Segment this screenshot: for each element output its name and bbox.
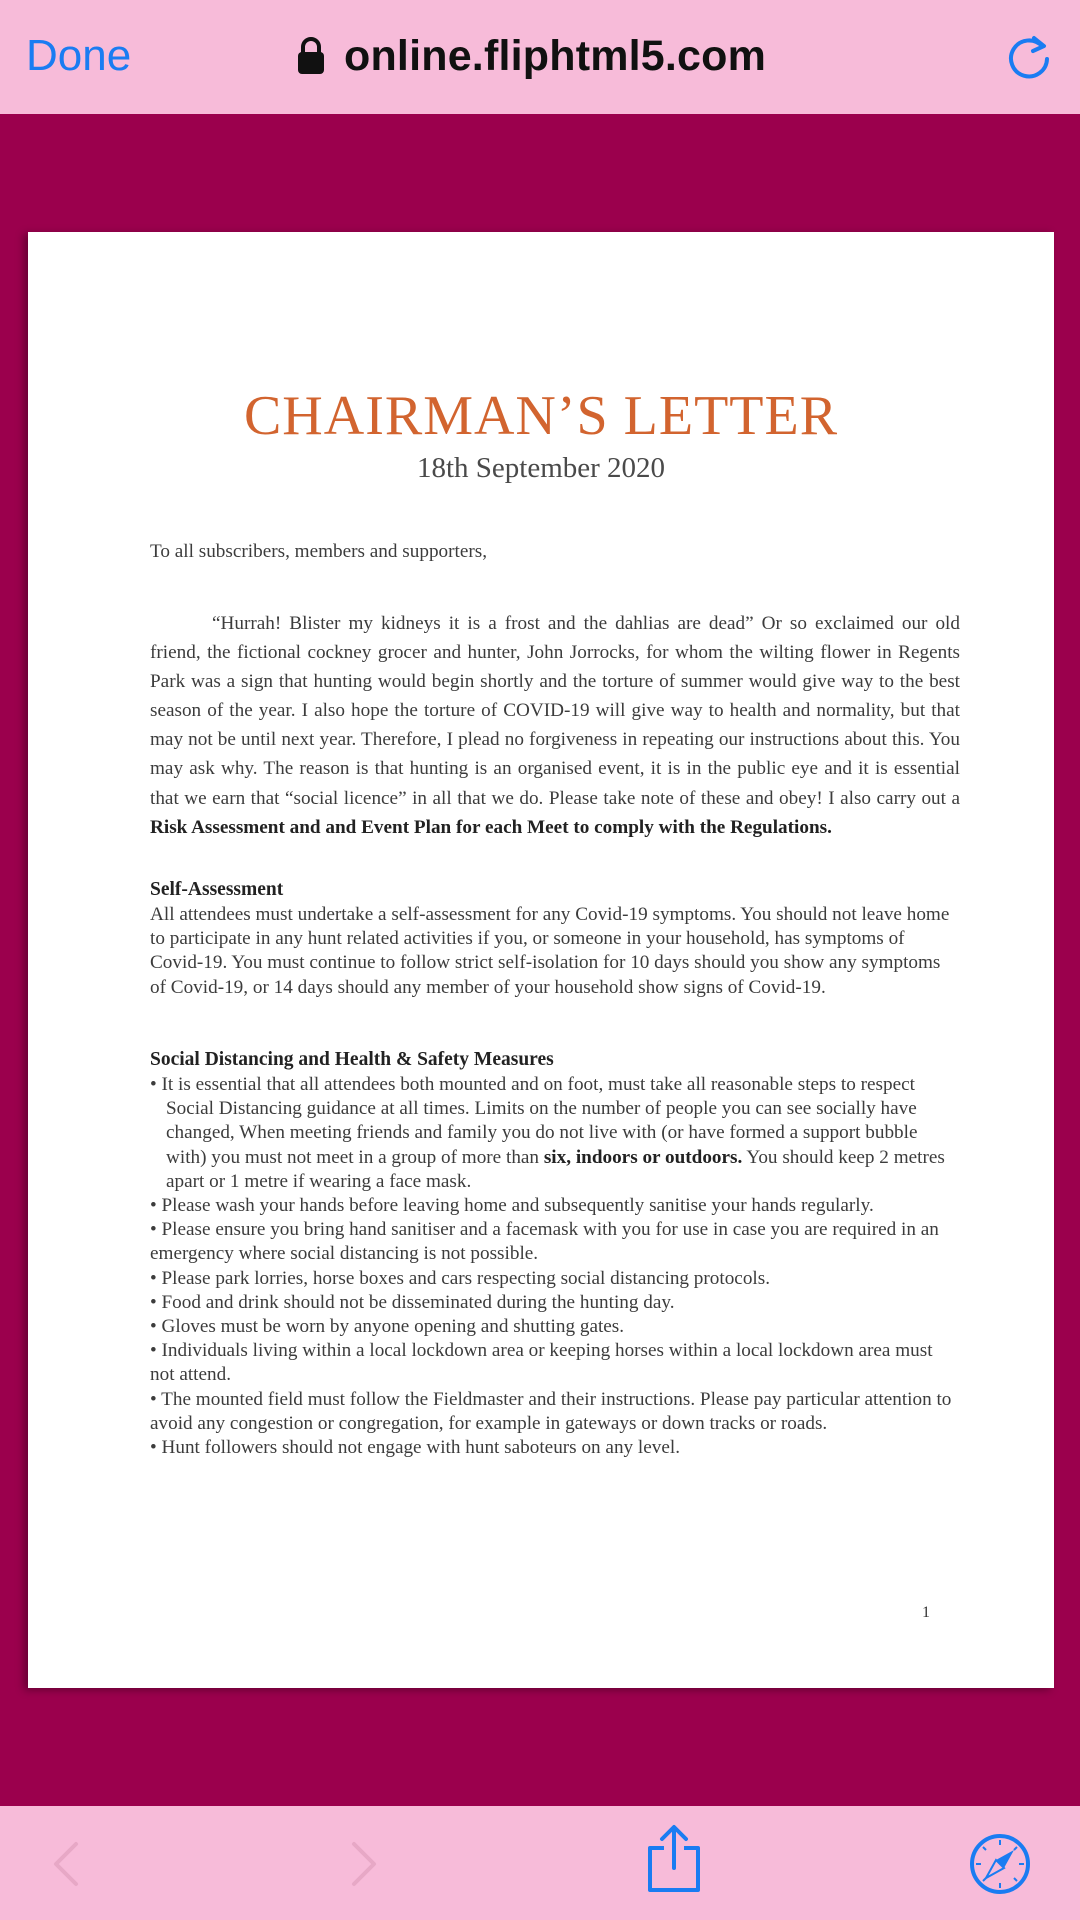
lock-icon	[296, 36, 326, 76]
list-item: • Please ensure you bring hand sanitiser and a facemask with you for use in case you are required in an emergency where social distancing is not possible.	[150, 1219, 939, 1265]
browser-top-bar	[0, 0, 1080, 114]
social-distancing-heading: Social Distancing and Health & Safety Measures	[150, 1049, 554, 1070]
share-icon[interactable]	[644, 1824, 704, 1894]
list-item: • Please wash your hands before leaving home and subsequently sanitise your hands regularly.	[150, 1195, 874, 1217]
self-assessment-heading: Self-Assessment	[150, 879, 284, 900]
page-title: CHAIRMAN’S LETTER	[243, 385, 839, 447]
list-item-bold: six, indoors or outdoors.	[543, 1146, 743, 1168]
back-icon[interactable]	[40, 1836, 96, 1892]
list-item: • The mounted field must follow the Fieldmaster and their instructions. Please pay particular attention to avoid any congestion or congregation, for example in gateways or down tracks or roads.	[150, 1388, 952, 1434]
list-item: • Please park lorries, horse boxes and cars respecting social distancing protocols.	[150, 1267, 771, 1289]
forward-icon[interactable]	[334, 1836, 390, 1892]
list-item: • Food and drink should not be disseminated during the hunting day.	[150, 1291, 675, 1313]
address-bar[interactable]	[296, 28, 766, 84]
intro-text: “Hurrah! Blister my kidneys it is a frost and the dahlias are dead” Or so exclaimed our old friend, the fictional cockney grocer and hunter, John Jorrocks, for whom the wilting flower in Regents Park was a sign that hunting would begin shortly and the torture of summer would give way to the best season of the year. I also hope the torture of COVID-19 will give way to health and normality, but that may not be until next year. Therefore, I plead no forgiveness in repeating our instructions about this. You may ask why. The reason is that hunting is an organised event, it is in the public eye and it is essential that we earn that “social licence” in all that we do. Please take note of these and obey! I also carry out a	[150, 613, 960, 809]
list-item: • Hunt followers should not engage with hunt saboteurs on any level.	[150, 1437, 681, 1459]
compass-icon[interactable]	[968, 1832, 1032, 1896]
url-text: online.fliphtml5.com	[344, 31, 767, 80]
page-number: 1	[922, 1604, 930, 1621]
list-item	[150, 1073, 960, 1194]
salutation: To all subscribers, members and supporters,	[150, 541, 488, 562]
list-item-text: You should keep 2 metres apart or 1 metre if wearing a face mask.	[166, 1146, 945, 1192]
intro-paragraph	[150, 609, 960, 842]
list-item-text: • It is essential that all attendees both mounted and on foot, must take all reasonable steps to respect Social Distancing guidance at all times. Limits on the number of people you can see socially have changed, When meeting friends and family you do not live with (or have formed a support bubble with) you must not meet in a group of more than	[150, 1074, 918, 1168]
list-item: • Gloves must be worn by anyone opening and shutting gates.	[150, 1316, 625, 1338]
social-distancing-list	[150, 1073, 960, 1460]
self-assessment-body: All attendees must undertake a self-assessment for any Covid-19 symptoms. You should not leave home to participate in any hunt related activities if you, or someone in your household, has symptoms of Covid-19. You must continue to follow strict self-isolation for 10 days should you show any symptoms of Covid-19, or 14 days should any member of your household show signs of Covid-19.	[150, 904, 950, 998]
reload-icon[interactable]	[1004, 32, 1054, 82]
browser-bottom-toolbar	[0, 1806, 1080, 1920]
list-item: • Individuals living within a local lockdown area or keeping horses within a local lockdown area must not attend.	[150, 1340, 933, 1386]
done-button[interactable]: Done	[26, 31, 132, 80]
intro-bold-text: Risk Assessment and and Event Plan for each Meet to comply with the Regulations.	[150, 816, 832, 838]
document-page	[28, 232, 1054, 1688]
letter-date: 18th September 2020	[416, 452, 666, 484]
